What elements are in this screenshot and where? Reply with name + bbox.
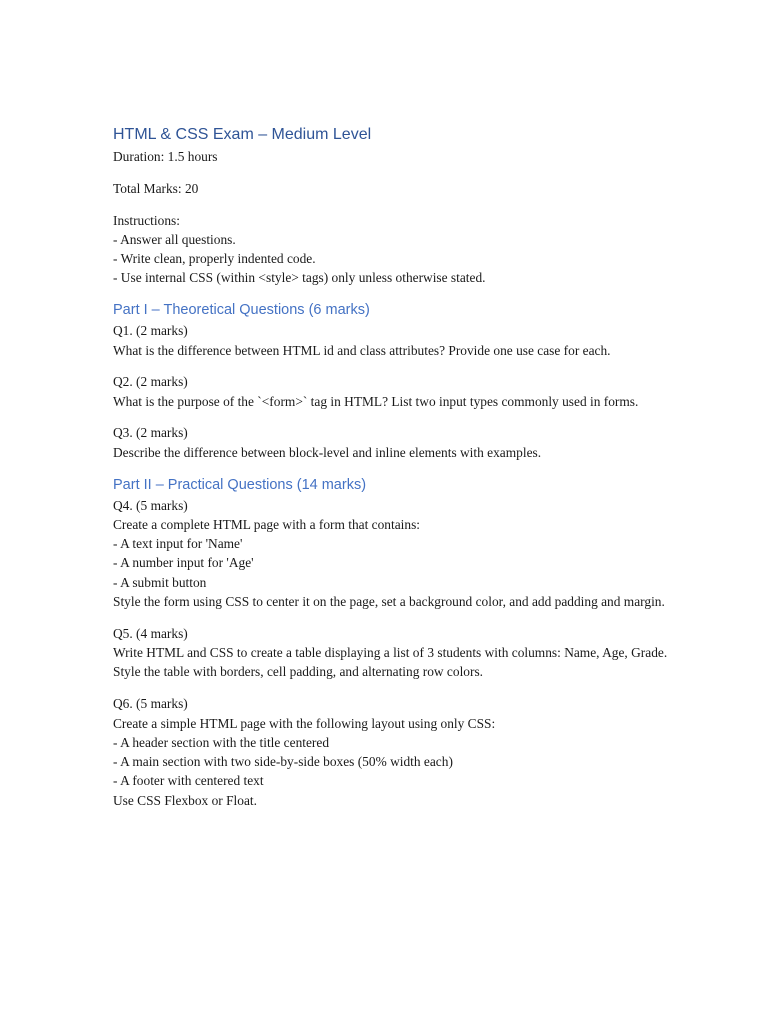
instructions-heading: Instructions: [113,212,180,228]
instruction-item: - Write clean, properly indented code. [113,251,316,267]
question-label: Q4. (5 marks) [113,497,188,513]
duration-text: Duration: 1.5 hours [113,149,218,164]
part2-heading: Part II – Practical Questions (14 marks) [113,476,367,493]
question-text: What is the difference between HTML id and class attributes? Provide one use case for each. [113,342,611,358]
question-text: Create a complete HTML page with a form that contains: [113,516,421,532]
instructions-block [113,211,673,288]
question-q6 [113,694,673,810]
document-content [113,124,673,823]
document-title: HTML & CSS Exam – Medium Level [113,126,372,143]
question-text: - A submit button [113,574,207,590]
question-q4 [113,496,673,612]
question-q1 [113,321,673,360]
question-text: Use CSS Flexbox or Float. [113,792,257,808]
question-text: - A footer with centered text [113,773,264,789]
question-text: - A header section with the title centered [113,734,330,750]
question-label: Q6. (5 marks) [113,696,188,712]
question-text: Style the form using CSS to center it on the page, set a background color, and add padding and margin. [113,594,665,610]
question-text: Write HTML and CSS to create a table displaying a list of 3 students with columns: Name, Age, Grade. [113,645,668,661]
total-marks-text: Total Marks: 20 [113,180,199,196]
part1-heading: Part I – Theoretical Questions (6 marks) [113,302,370,319]
question-text: - A text input for 'Name' [113,536,243,552]
question-q5 [113,624,673,682]
question-text: What is the purpose of the `<form>` tag in HTML? List two input types commonly used in forms. [113,393,639,409]
question-q3 [113,423,673,462]
instruction-item: - Use internal CSS (within <style> tags) only unless otherwise stated. [113,270,486,286]
instruction-item: - Answer all questions. [113,231,236,247]
question-text: - A number input for 'Age' [113,555,254,571]
question-text: Create a simple HTML page with the following layout using only CSS: [113,715,496,731]
question-q2 [113,372,673,411]
question-text: Describe the difference between block-level and inline elements with examples. [113,444,542,460]
question-text: - A main section with two side-by-side boxes (50% width each) [113,754,453,770]
question-label: Q1. (2 marks) [113,323,188,339]
question-label: Q2. (2 marks) [113,374,188,390]
question-label: Q5. (4 marks) [113,625,188,641]
question-text: Style the table with borders, cell padding, and alternating row colors. [113,664,484,680]
question-label: Q3. (2 marks) [113,425,188,441]
